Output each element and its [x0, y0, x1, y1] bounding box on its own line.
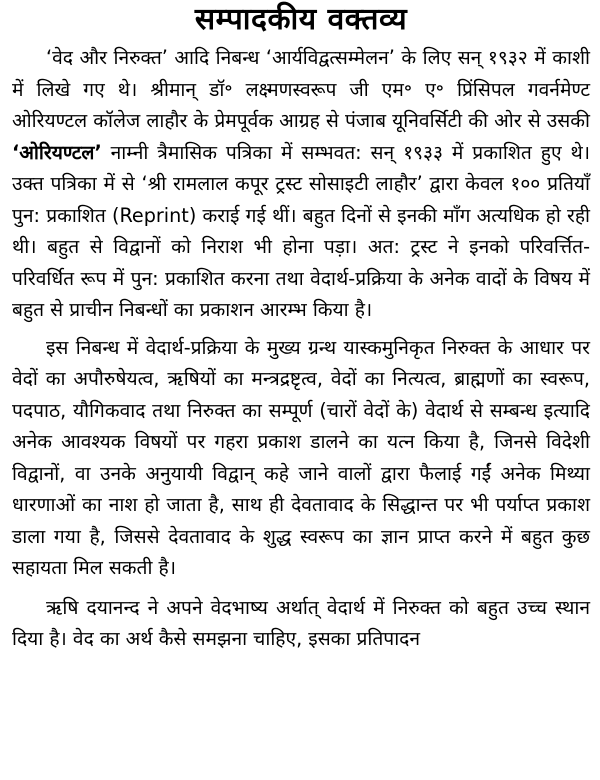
paragraph-3 [12, 592, 590, 655]
paragraph-2-text: इस निबन्ध में वेदार्थ-प्रक्रिया के मुख्य ग्रन्थ यास्कमुनिकृत निरुक्त के आधार पर वेदों का अपौरुषेयत्व, ऋषियों का मन्त्रद्रष्टृत्व, वेदों का नित्यत्व, ब्राह्मणों का स्वरूप, पदपाठ, यौगिकवाद तथा निरुक्त का सम्पूर्ण (चारों वेदों के) वेदार्थ से सम्बन्ध इत्यादि अनेक आवश्यक विषयों पर गहरा प्रकाश डालने का यत्न किया है, जिनसे विदेशी विद्वानों, वा उनके अनुयायी विद्वान् कहे जाने वालों द्वारा फैलाई गईं अनेक मिथ्या धारणाओं का नाश हो जाता है, साथ ही देवतावाद के सिद्धान्त पर भी पर्याप्त प्रकाश डाला गया है, जिससे देवतावाद के शुद्ध स्वरूप का ज्ञान प्राप्त करने में बहुत कुछ सहायता मिल सकती है। [12, 335, 590, 579]
paragraph-3-text: ऋषि दयानन्द ने अपने वेदभाष्य अर्थात् वेदार्थ में निरुक्त को बहुत उच्च स्थान दिया है। वेद का अर्थ कैसे समझना चाहिए, इसका प्रतिपादन [12, 595, 590, 650]
oriental-journal-name: ‘ओरियण्टल’ [12, 140, 102, 164]
page-title: सम्पादकीय वक्तव्य [194, 2, 408, 37]
paragraph-1-text-a: ‘वेद और निरुक्त’ आदि निबन्ध ‘आर्यविद्वत्सम्मेलन’ के लिए सन् १९३२ में काशी में लिखे गए थे। श्रीमान् डॉ॰ लक्ष्मणस्वरूप जी एम॰ ए॰ प्रिंसिपल गवर्नमेण्ट ओरियण्टल कॉलेज लाहौर के प्रेमपूर्वक आग्रह से पंजाब यूनिवर्सिटी की ओर से उसकी [12, 46, 590, 132]
paragraph-1-text-b: नाम्नी त्रैमासिक पत्रिका में सम्भवत: सन् १९३३ में प्रकाशित हुए थे। उक्त पत्रिका में से ‘श्री रामलाल कपूर ट्रस्ट सोसाइटी लाहौर’ द्वारा केवल १०० प्रतियाँ पुन: प्रकाशित (Reprint) कराई गई थीं। बहुत दिनों से इनकी माँग अत्यधिक हो रही थी। बहुत से विद्वानों को निराश भी होना पड़ा। अत: ट्रस्ट ने इनको परिवर्त्तित-परिवर्धित रूप में पुन: प्रकाशित करना तथा वेदार्थ-प्रक्रिया के अनेक वादों के विषय में बहुत से प्राचीन निबन्धों का प्रकाशन आरम्भ किया है। [12, 140, 590, 321]
paragraph-1 [12, 42, 590, 326]
paragraph-2 [12, 332, 590, 584]
